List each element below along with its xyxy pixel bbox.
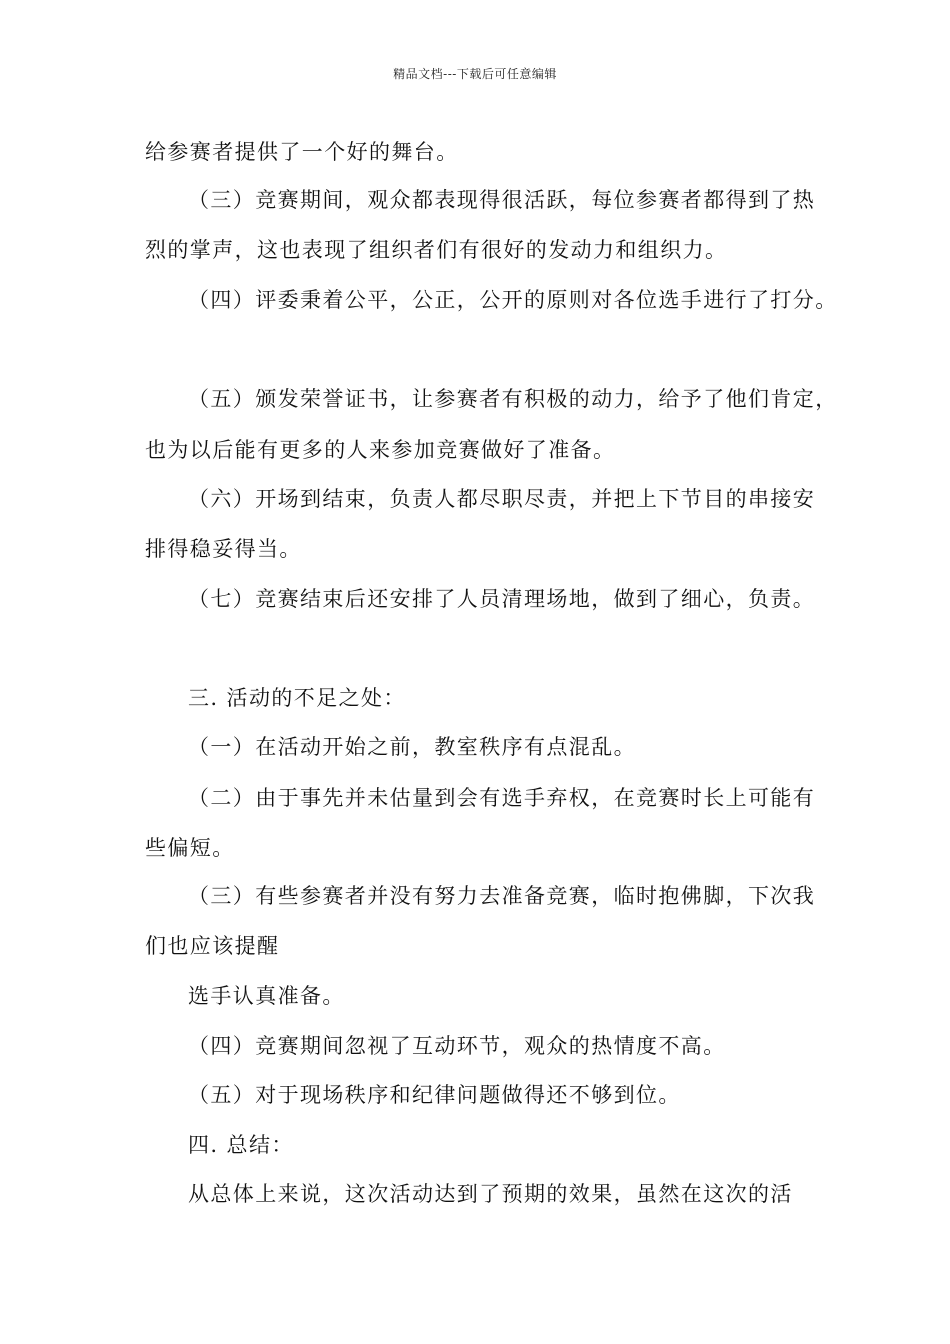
text-line: 些偏短。 bbox=[145, 836, 235, 860]
section-heading: 三. 活动的不足之处： bbox=[188, 686, 406, 710]
text-line: （五）对于现场秩序和纪律问题做得还不够到位。 bbox=[188, 1083, 681, 1107]
text-line: 排得稳妥得当。 bbox=[145, 537, 302, 561]
text-line: （三）竞赛期间，观众都表现得很活跃，每位参赛者都得到了热 bbox=[188, 188, 816, 212]
text-line: 给参赛者提供了一个好的舞台。 bbox=[145, 140, 459, 164]
text-line: （七）竞赛结束后还安排了人员清理场地，做到了细心，负责。 bbox=[188, 587, 816, 611]
page-header: 精品文档---下载后可任意编辑 bbox=[393, 67, 557, 81]
text-line: （二）由于事先并未估量到会有选手弃权，在竞赛时长上可能有 bbox=[188, 786, 816, 810]
text-line: （四）评委秉着公平，公正，公开的原则对各位选手进行了打分。 bbox=[188, 288, 838, 312]
text-line: 选手认真准备。 bbox=[188, 984, 345, 1008]
text-line: （三）有些参赛者并没有努力去准备竞赛，临时抱佛脚，下次我 bbox=[188, 884, 816, 908]
text-line: （六）开场到结束，负责人都尽职尽责，并把上下节目的串接安 bbox=[188, 487, 816, 511]
text-line: （五）颁发荣誉证书，让参赛者有积极的动力，给予了他们肯定， bbox=[188, 387, 838, 411]
text-line: 烈的掌声，这也表现了组织者们有很好的发动力和组织力。 bbox=[145, 238, 728, 262]
text-line: 也为以后能有更多的人来参加竞赛做好了准备。 bbox=[145, 438, 616, 462]
text-line: （一）在活动开始之前，教室秩序有点混乱。 bbox=[188, 735, 636, 759]
section-heading: 四. 总结： bbox=[188, 1133, 294, 1157]
text-line: 们也应该提醒 bbox=[145, 934, 280, 958]
text-line: （四）竞赛期间忽视了互动环节，观众的热情度不高。 bbox=[188, 1034, 726, 1058]
text-line: 从总体上来说，这次活动达到了预期的效果，虽然在这次的活 bbox=[188, 1182, 793, 1206]
